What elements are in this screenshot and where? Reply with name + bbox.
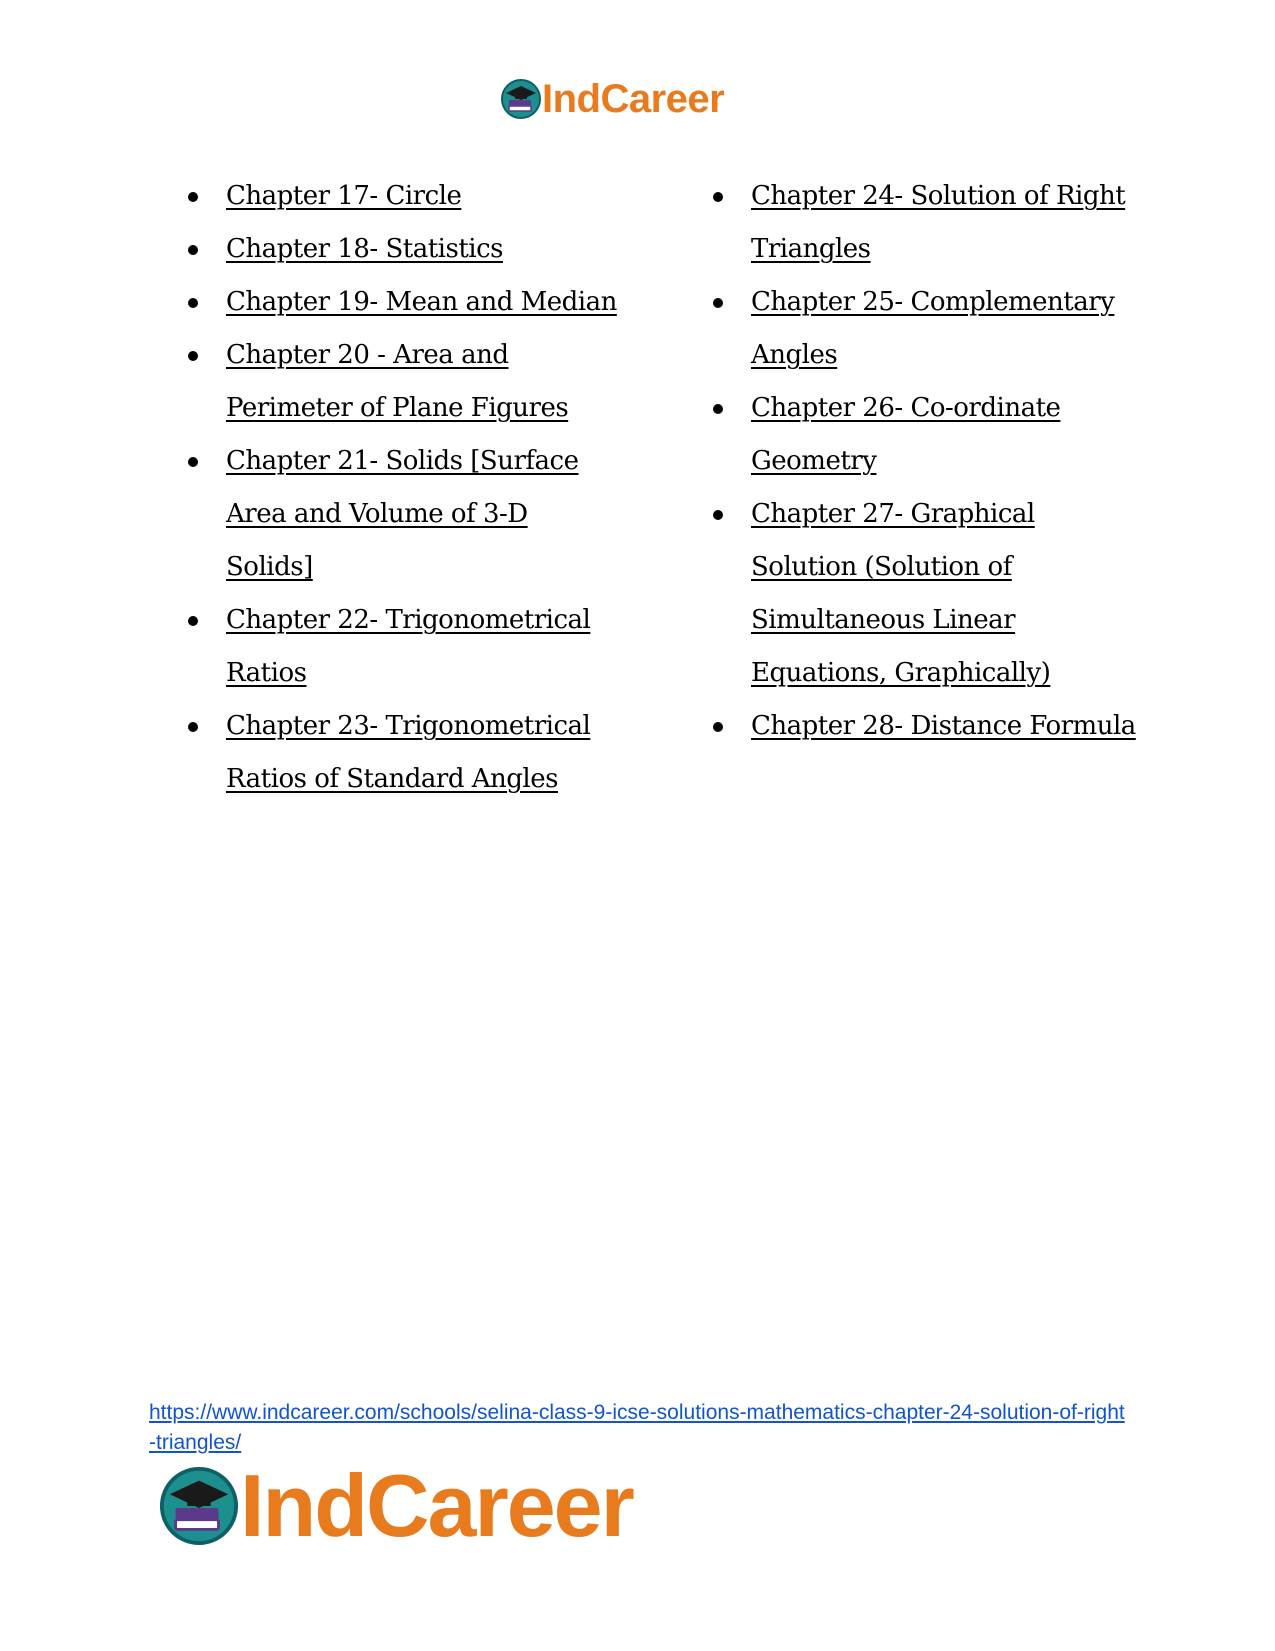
chapter-link[interactable]: Chapter 28- Distance Formula bbox=[751, 711, 1136, 741]
source-url-link[interactable]: https://www.indcareer.com/schools/selina-class-9-icse-solutions-mathematics-chapter-24-solution-of-right-triangles/ bbox=[149, 1401, 1125, 1454]
header-logo bbox=[500, 78, 724, 120]
list-item bbox=[705, 276, 1145, 382]
chapter-link[interactable]: Chapter 21- Solids [Surface Area and Volume of 3-D Solids] bbox=[226, 446, 579, 582]
chapter-link[interactable]: Chapter 26- Co-ordinate Geometry bbox=[751, 393, 1061, 476]
chapter-link[interactable]: Chapter 18- Statistics bbox=[226, 234, 503, 264]
chapter-link[interactable]: Chapter 27- Graphical Solution (Solution of Simultaneous Linear Equations, Graphically) bbox=[751, 499, 1051, 688]
list-item bbox=[705, 488, 1145, 700]
graduation-cap-books-icon bbox=[500, 78, 542, 120]
footer-logo bbox=[158, 1456, 633, 1555]
list-item bbox=[180, 329, 620, 435]
chapter-link[interactable]: Chapter 19- Mean and Median bbox=[226, 287, 617, 317]
chapter-link[interactable]: Chapter 25- Complementary Angles bbox=[751, 287, 1115, 370]
chapter-link[interactable]: Chapter 22- Trigonometrical Ratios bbox=[226, 605, 591, 688]
list-item bbox=[180, 170, 620, 223]
logo-wordmark: IndCareer bbox=[542, 77, 725, 121]
list-item bbox=[180, 435, 620, 594]
list-item bbox=[180, 700, 620, 806]
list-item bbox=[180, 223, 620, 276]
chapter-link[interactable]: Chapter 17- Circle bbox=[226, 181, 462, 211]
chapter-list-right bbox=[705, 170, 1145, 753]
chapter-link[interactable]: Chapter 23- Trigonometrical Ratios of Standard Angles bbox=[226, 711, 591, 794]
list-item bbox=[705, 170, 1145, 276]
chapter-link[interactable]: Chapter 24- Solution of Right Triangles bbox=[751, 181, 1126, 264]
chapter-link[interactable]: Chapter 20 - Area and Perimeter of Plane Figures bbox=[226, 340, 569, 423]
list-item bbox=[180, 594, 620, 700]
logo-wordmark: IndCareer bbox=[240, 1456, 633, 1555]
chapter-list-left bbox=[180, 170, 620, 806]
list-item bbox=[705, 382, 1145, 488]
list-item bbox=[705, 700, 1145, 753]
list-item bbox=[180, 276, 620, 329]
graduation-cap-books-icon bbox=[158, 1465, 240, 1547]
